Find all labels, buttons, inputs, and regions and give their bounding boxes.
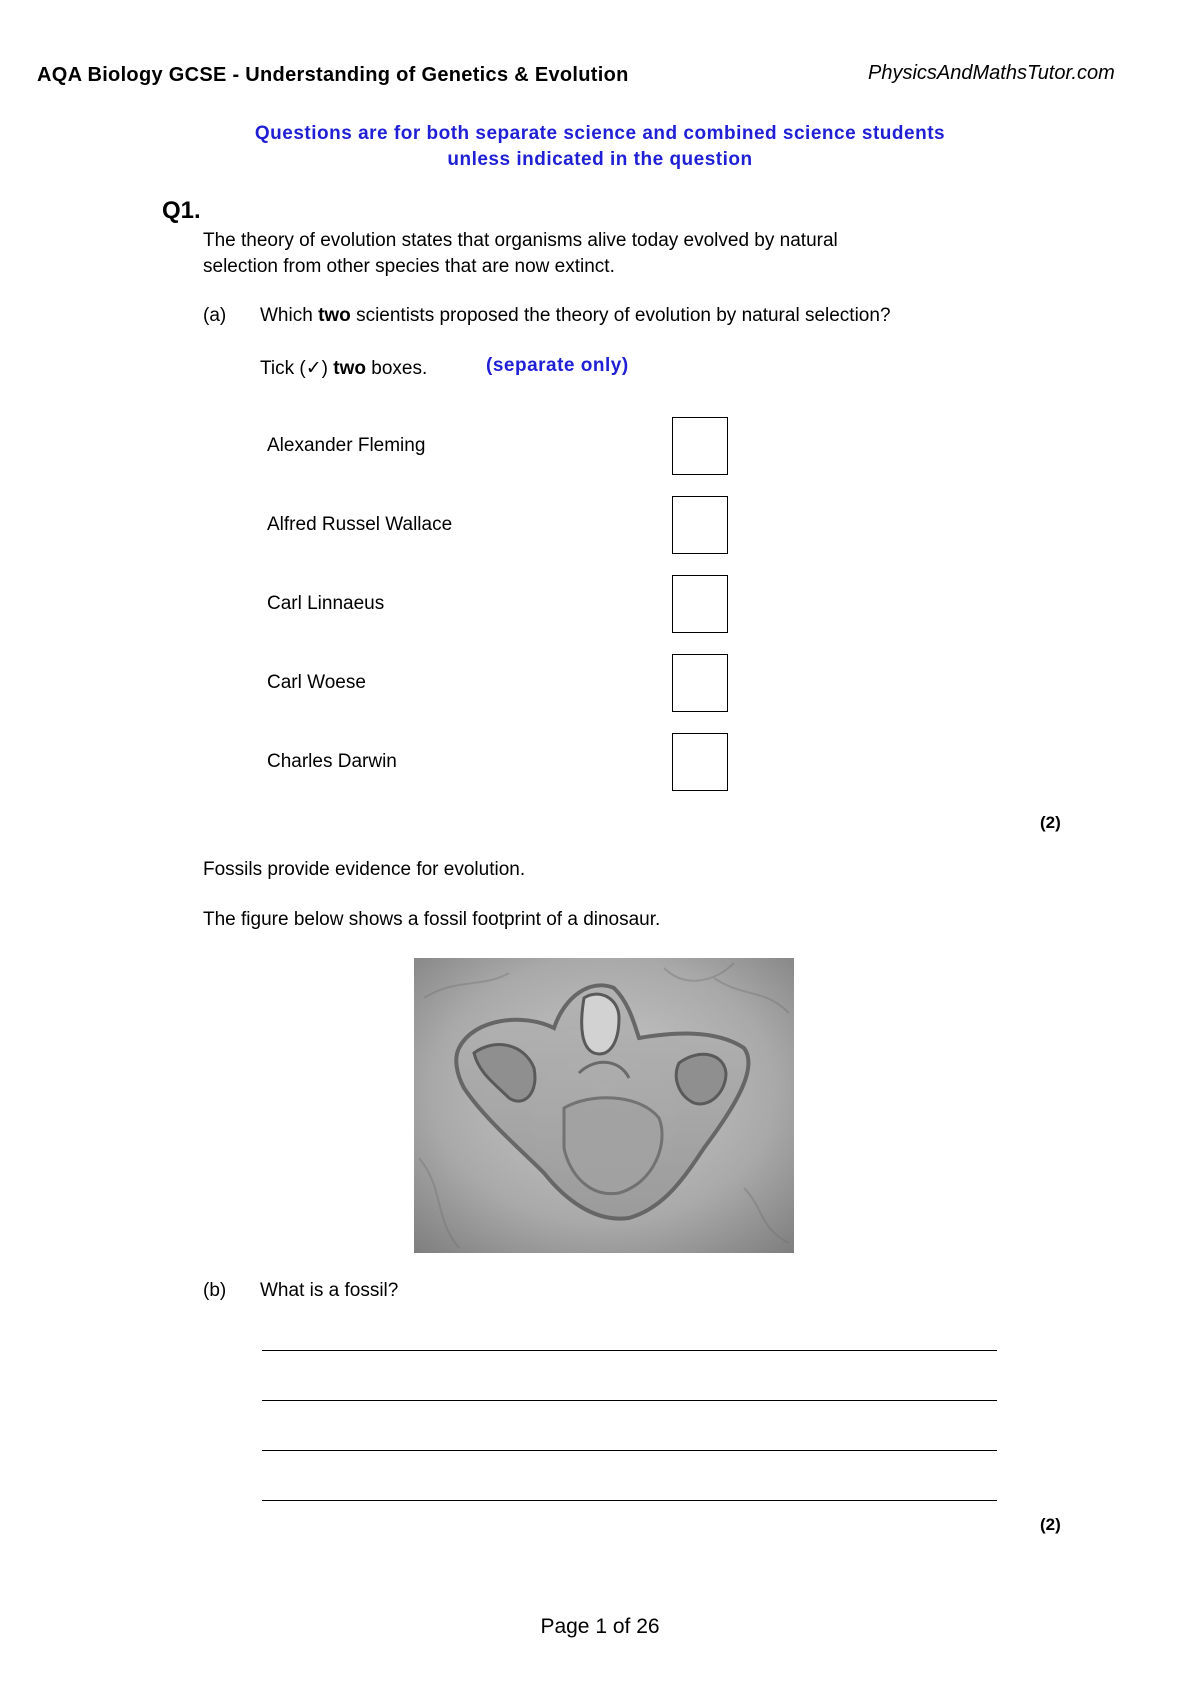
option-label: Alfred Russel Wallace xyxy=(267,514,453,535)
answer-line[interactable] xyxy=(262,1450,997,1451)
question-number: Q1. xyxy=(162,197,201,224)
tick-box-carl-linnaeus[interactable] xyxy=(672,575,728,633)
tick-mark-icon: ✓ xyxy=(305,358,322,379)
separate-only-note: (separate only) xyxy=(486,355,629,376)
tick-box-carl-woese[interactable] xyxy=(672,654,728,712)
fossil-footprint-drawing xyxy=(414,958,794,1253)
question-stem-line-1: The theory of evolution states that organisms alive today evolved by natural xyxy=(203,230,838,251)
answer-line[interactable] xyxy=(262,1500,997,1501)
figure-caption: The figure below shows a fossil footprint of a dinosaur. xyxy=(203,909,661,930)
option-label: Charles Darwin xyxy=(267,751,397,772)
option-label: Alexander Fleming xyxy=(267,435,426,456)
page-number: 1 xyxy=(595,1615,608,1638)
part-a-text-bold: two xyxy=(318,305,351,326)
tick-box-alexander-fleming[interactable] xyxy=(672,417,728,475)
fossil-footprint-image xyxy=(414,958,794,1253)
part-a-marks: (2) xyxy=(1040,813,1061,832)
part-b-marks: (2) xyxy=(1040,1515,1061,1534)
tick-suffix: boxes. xyxy=(365,358,428,379)
page-prefix: Page xyxy=(540,1615,596,1638)
intro-line-1: Questions are for both separate science and combined science students xyxy=(254,123,946,144)
tick-box-charles-darwin[interactable] xyxy=(672,733,728,791)
tick-mid: ) xyxy=(321,358,334,379)
part-a-text-after: scientists proposed the theory of evolution by natural selection? xyxy=(350,305,891,326)
tick-box-alfred-russel-wallace[interactable] xyxy=(672,496,728,554)
answer-line[interactable] xyxy=(262,1350,997,1351)
site-name: PhysicsAndMathsTutor.com xyxy=(868,62,1115,84)
option-label: Carl Linnaeus xyxy=(267,593,385,614)
option-label: Carl Woese xyxy=(267,672,366,693)
answer-line[interactable] xyxy=(262,1400,997,1401)
page-of: of xyxy=(607,1615,637,1638)
part-a-label: (a) xyxy=(203,305,227,326)
intro-line-2: unless indicated in the question xyxy=(447,149,753,170)
fossils-text: Fossils provide evidence for evolution. xyxy=(203,859,526,880)
part-a-question xyxy=(260,305,891,327)
page-footer xyxy=(0,1615,1200,1639)
part-a-text-before: Which xyxy=(260,305,319,326)
tick-instruction xyxy=(260,357,427,380)
part-b-label: (b) xyxy=(203,1280,227,1301)
tick-prefix: Tick ( xyxy=(260,358,306,379)
tick-bold: two xyxy=(333,358,366,379)
page-total: 26 xyxy=(636,1615,660,1638)
document-header-title: AQA Biology GCSE - Understanding of Genetics & Evolution xyxy=(37,64,629,86)
part-b-question: What is a fossil? xyxy=(260,1280,399,1301)
question-stem-line-2: selection from other species that are now extinct. xyxy=(203,256,615,277)
